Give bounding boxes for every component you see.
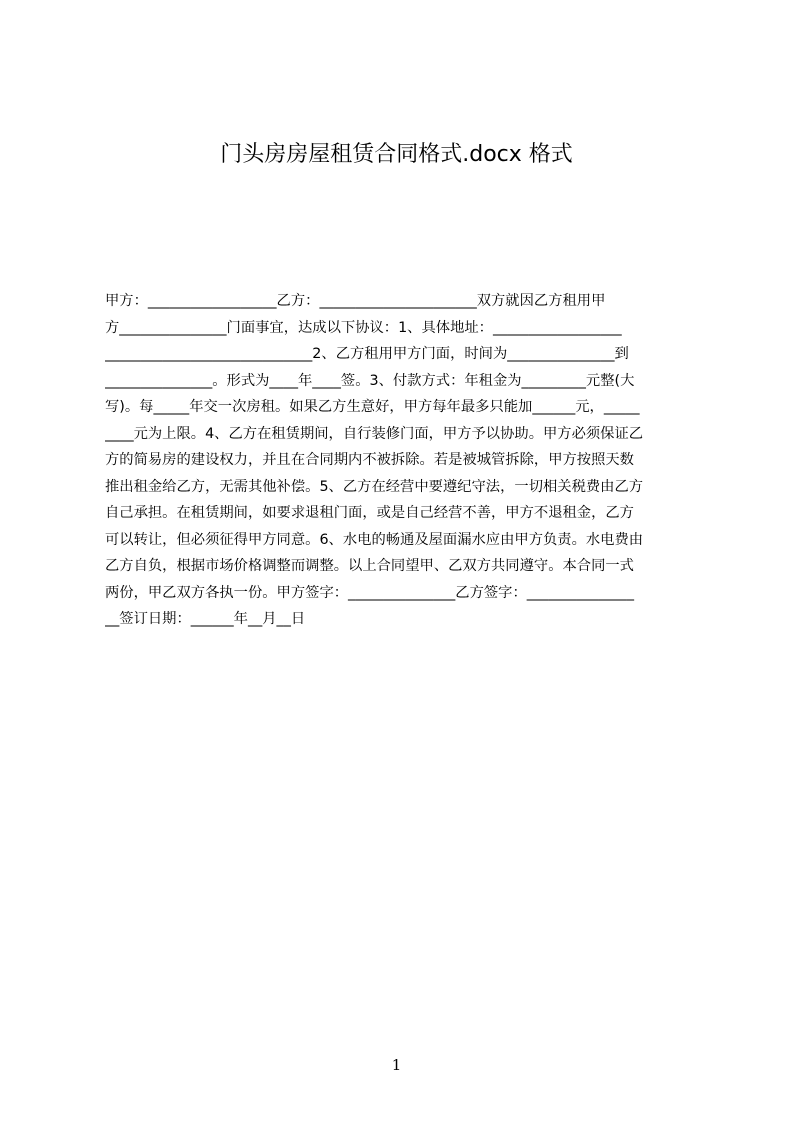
body-line: 两份，甲乙双方各执一份。甲方签字：_______________乙方签字：_______________ — [105, 584, 634, 601]
body-line: 方的简易房的建设权力，并且在合同期内不被拆除。若是被城管拆除，甲方按照天数 — [105, 452, 634, 468]
body-line: 自己承担。在租赁期间，如要求退租门面，或是自己经营不善，甲方不退租金，乙方 — [105, 505, 634, 521]
body-line: 推出租金给乙方，无需其他补偿。5、乙方在经营中要遵纪守法，一切相关税费由乙方 — [105, 478, 644, 495]
body-line: __签订日期：______年__月__日 — [105, 611, 306, 627]
body-line: 乙方自负，根据市场价格调整而调整。以上合同望甲、乙双方共同遵守。本合同一式 — [105, 558, 634, 574]
body-line: 甲方：__________________乙方：______________________双方就因乙方租用甲 — [105, 293, 606, 309]
body-line: 方_______________门面事宜，达成以下协议：1、具体地址：__________________ — [105, 319, 622, 336]
document-title: 门头房房屋租赁合同格式.docx 格式 — [220, 142, 573, 167]
body-line: 可以转让，但必须征得甲方同意。6、水电的畅通及屋面漏水应由甲方负责。水电费由 — [105, 531, 644, 548]
body-line: _______________。形式为____年____签。3、付款方式：年租金为_________元整(大 — [105, 372, 635, 389]
body-line: 写)。每_____年交一次房租。如果乙方生意好，甲方每年最多只能加______元，_____ — [105, 399, 640, 415]
page-number: 1 — [391, 1056, 402, 1074]
body-line: ____元为上限。4、乙方在租赁期间，自行装修门面，甲方予以协助。甲方必须保证乙 — [105, 425, 644, 442]
body-line: _____________________________2、乙方租用甲方门面，时间为_______________到 — [105, 346, 629, 362]
contract-body — [105, 288, 697, 648]
